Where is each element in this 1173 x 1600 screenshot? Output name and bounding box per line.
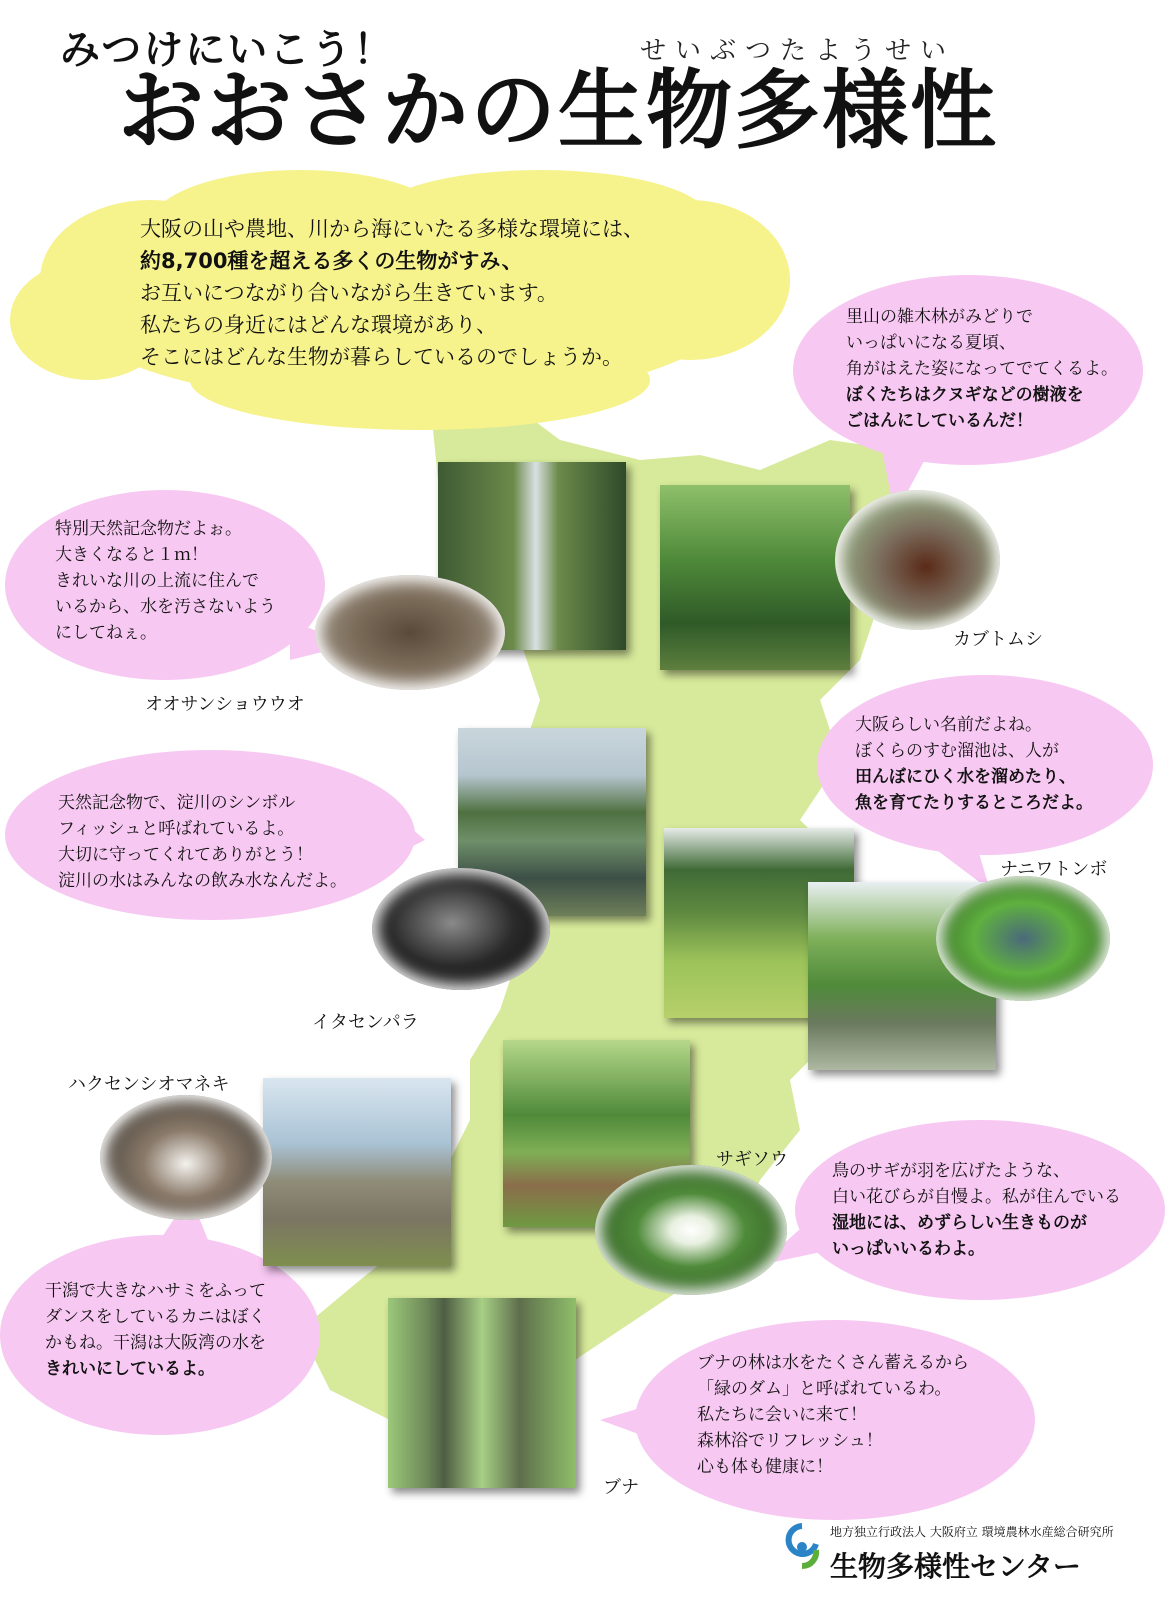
bubble-line: にしてねぇ。 — [55, 623, 157, 643]
bubble-line: 角がはえた姿になってでてくるよ。 — [846, 359, 1118, 379]
bubble-line: ブナの林は水をたくさん蓄えるから — [697, 1353, 969, 1373]
bubble-text-kabutomushi — [846, 304, 1118, 434]
bubble-line: 鳥のサギが羽を広げたような、 — [832, 1161, 1070, 1181]
photo-tidalflat — [263, 1078, 451, 1266]
photo-itasenpara — [372, 868, 550, 990]
bubble-line: 大阪らしい名前だよね。 — [855, 715, 1042, 735]
bubble-text-buna — [697, 1350, 969, 1480]
photo-naniwatonbo — [936, 876, 1110, 1001]
bubble-text-naniwatonbo — [855, 712, 1093, 816]
intro-line: お互いにつながり合いながら生きています。 — [140, 281, 558, 305]
photo-kabutomushi — [835, 490, 1000, 630]
photo-forest — [660, 485, 850, 670]
photo-sagisou — [595, 1165, 787, 1295]
intro-line: 大阪の山や農地、川から海にいたる多様な環境には、 — [140, 217, 644, 241]
bubble-line: ダンスをしているカニはぼく — [45, 1307, 266, 1327]
bubble-line: きれいな川の上流に住んで — [55, 571, 259, 591]
bubble-line: 白い花びらが自慢よ。私が住んでいる — [832, 1187, 1121, 1207]
bubble-line: いるから、水を汚さないよう — [55, 597, 276, 617]
bubble-line: 里山の雑木林がみどりで — [846, 307, 1033, 327]
photo-hakusenshiomaneki — [100, 1095, 272, 1220]
bubble-text-hakusenshiomaneki — [45, 1278, 266, 1382]
bubble-line: 心も体も健康に！ — [697, 1457, 833, 1477]
bubble-text-itasenpara — [58, 790, 347, 894]
intro-line: そこにはどんな生物が暮らしているのでしょうか。 — [140, 345, 623, 369]
title-subtitle: みつけにいこう！ — [60, 27, 396, 73]
bubble-line: 魚を育てたりするところだよ。 — [855, 793, 1093, 813]
bubble-line: 特別天然記念物だよぉ。 — [55, 519, 242, 539]
bubble-line: 森林浴でリフレッシュ！ — [697, 1431, 883, 1451]
label-itasenpara: イタセンパラ — [312, 1012, 419, 1033]
bubble-line: 干潟で大きなハサミをふって — [45, 1281, 266, 1301]
page-title: おおさかの生物多様性 — [118, 61, 998, 161]
bubble-line: フィッシュと呼ばれているよ。 — [58, 819, 295, 839]
bubble-line: いっぱいになる夏頃、 — [846, 333, 1016, 353]
center-logo-icon — [782, 1520, 822, 1572]
bubble-line: ぼくたちはクヌギなどの樹液を — [846, 385, 1084, 405]
label-naniwatonbo: ナニワトンボ — [1000, 859, 1108, 880]
bubble-line: 淀川の水はみんなの飲み水なんだよ。 — [58, 871, 347, 891]
bubble-line: 天然記念物で、淀川のシンボル — [58, 793, 296, 813]
bubble-line: かもね。干潟は大阪湾の水を — [45, 1333, 266, 1353]
bubble-line: 大切に守ってくれてありがとう！ — [58, 845, 313, 865]
intro-line: 私たちの身近にはどんな環境があり、 — [140, 313, 497, 337]
photo-beech-forest — [388, 1298, 576, 1488]
label-buna: ブナ — [603, 1477, 639, 1498]
label-sagisou: サギソウ — [716, 1149, 788, 1170]
bubble-line: 大きくなると１ｍ！ — [55, 545, 208, 565]
bubble-line: きれいにしているよ。 — [45, 1359, 215, 1379]
photo-osanshouuo — [315, 575, 505, 690]
footer-center-name: 生物多様性センター — [830, 1550, 1081, 1583]
bubble-line: 田んぼにひく水を溜めたり、 — [855, 767, 1076, 787]
label-hakusenshiomaneki: ハクセンシオマネキ — [68, 1074, 230, 1095]
label-osanshouuo: オオサンショウウオ — [145, 694, 305, 715]
intro-line: 約8,700種を超える多くの生物がすみ、 — [140, 249, 523, 273]
bubble-text-sagisou — [832, 1158, 1121, 1262]
bubble-line: 私たちに会いに来て！ — [697, 1405, 867, 1425]
bubble-line: ぼくらのすむ溜池は、人が — [855, 741, 1059, 761]
bubble-text-osanshouuo — [55, 516, 276, 646]
bubble-line: 湿地には、めずらしい生きものが — [832, 1213, 1087, 1233]
bubble-line: いっぱいいるわよ。 — [832, 1239, 985, 1259]
title-ruby: せいぶつたようせい — [640, 36, 956, 66]
bubble-line: 「緑のダム」と呼ばれているわ。 — [697, 1379, 952, 1399]
footer-org: 地方独立行政法人 大阪府立 環境農林水産総合研究所 — [830, 1525, 1114, 1539]
bubble-line: ごはんにしているんだ！ — [846, 411, 1033, 431]
label-kabutomushi: カブトムシ — [953, 629, 1043, 650]
